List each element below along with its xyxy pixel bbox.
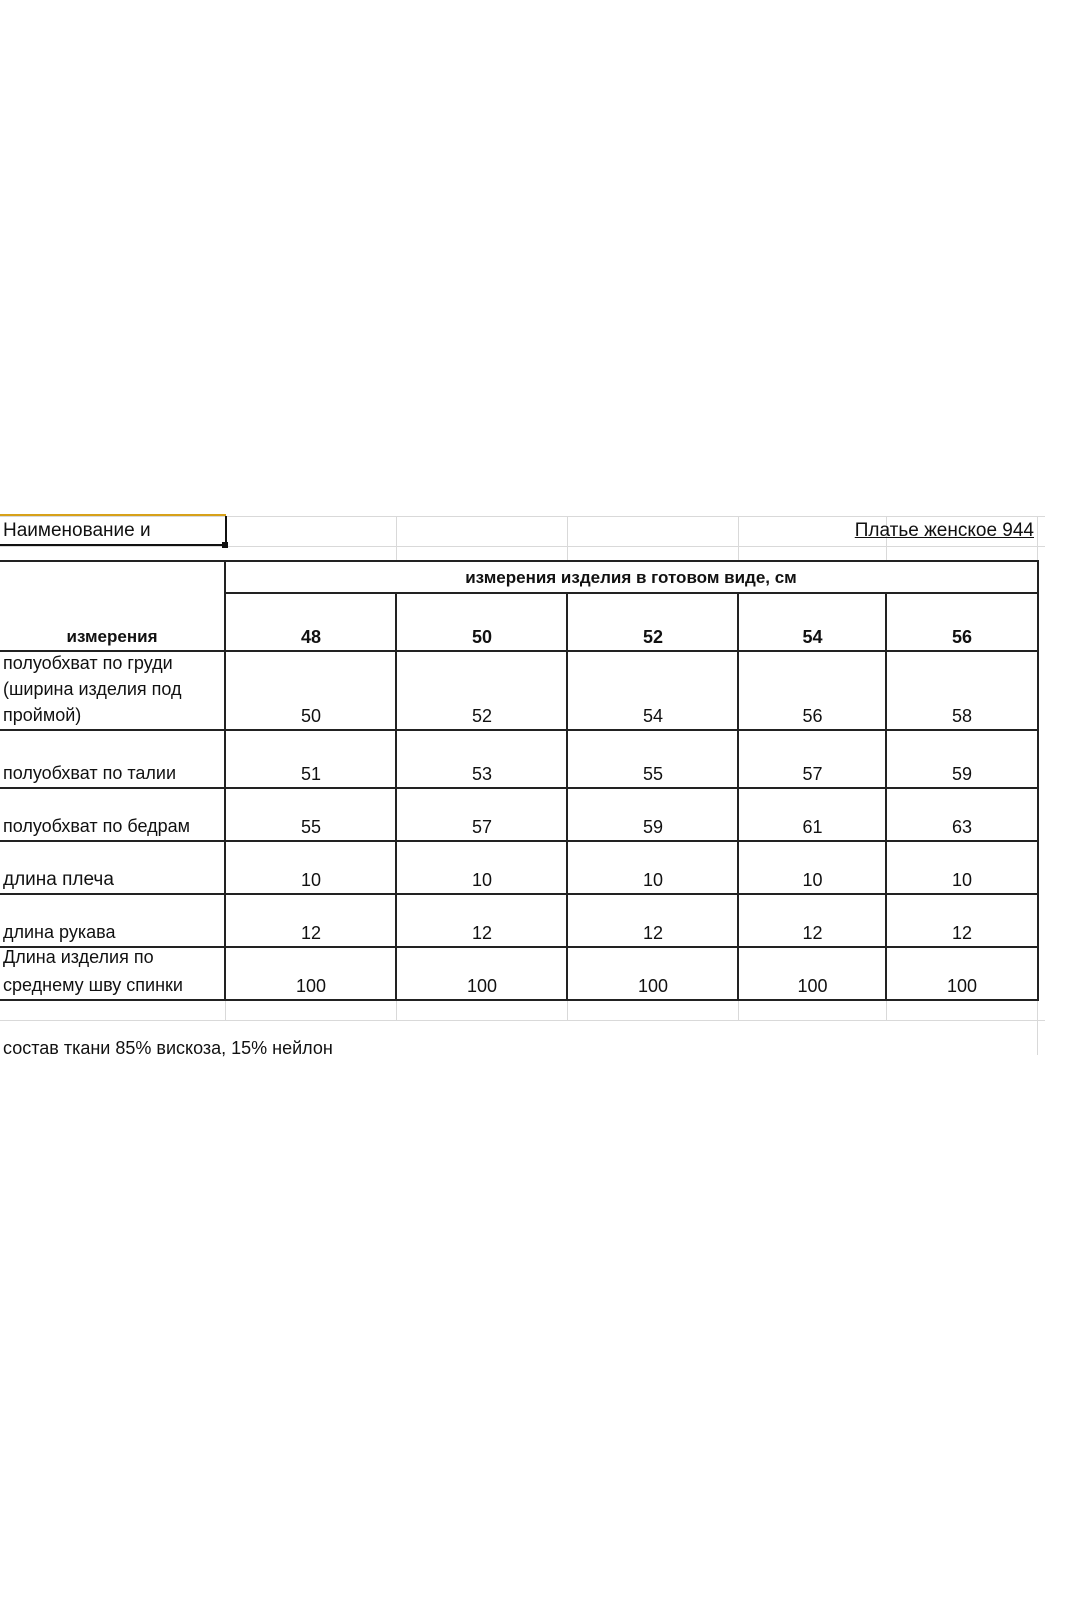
table-cell: 12: [471, 923, 493, 943]
gridline: [0, 1020, 1045, 1021]
gridline: [1037, 1000, 1038, 1055]
table-border: [0, 560, 1039, 562]
table-cell: 12: [951, 923, 973, 943]
table-border: [1037, 560, 1039, 1001]
row-label: длина рукава: [3, 922, 116, 942]
row-label: (ширина изделия под: [3, 679, 182, 699]
row-label: полуобхват по талии: [3, 763, 177, 783]
group-header: измерения изделия в готовом виде, см: [465, 568, 797, 587]
table-cell: 10: [642, 870, 664, 890]
table-cell: 57: [471, 817, 493, 837]
table-cell: 56: [802, 706, 823, 726]
table-cell: 10: [471, 870, 493, 890]
row-header: измерения: [66, 627, 158, 646]
size-header: 54: [802, 627, 823, 647]
table-border: [0, 729, 1039, 731]
gridline: [0, 546, 1045, 547]
table-cell: 100: [637, 976, 669, 996]
table-cell: 63: [951, 817, 973, 837]
size-header: 48: [300, 627, 322, 647]
table-border: [0, 840, 1039, 842]
table-cell: 55: [642, 764, 664, 784]
table-cell: 10: [802, 870, 823, 890]
table-cell: 52: [471, 706, 493, 726]
table-cell: 57: [802, 764, 823, 784]
table-cell: 50: [300, 706, 322, 726]
gridline: [1037, 516, 1038, 560]
fabric-note: состав ткани 85% вискоза, 15% нейлон: [3, 1038, 333, 1058]
table-cell: 12: [802, 923, 823, 943]
table-cell: 61: [802, 817, 823, 837]
gridline: [567, 516, 568, 560]
product-name-label[interactable]: Наименование и: [3, 520, 151, 541]
fill-handle[interactable]: [222, 542, 228, 548]
table-cell: 54: [642, 706, 664, 726]
table-cell: 10: [300, 870, 322, 890]
size-header: 52: [642, 627, 664, 647]
table-cell: 55: [300, 817, 322, 837]
gridline: [567, 1000, 568, 1020]
gridline: [396, 1000, 397, 1020]
product-name-value[interactable]: Платье женское 944: [854, 520, 1034, 541]
table-cell: 58: [951, 706, 973, 726]
row-label: длина плеча: [3, 869, 114, 890]
table-border: [0, 893, 1039, 895]
table-cell: 59: [642, 817, 664, 837]
row-label: среднему шву спинки: [3, 975, 183, 995]
table-cell: 53: [471, 764, 493, 784]
row-label: полуобхват по груди: [3, 653, 173, 673]
gridline: [738, 516, 739, 560]
table-cell: 100: [295, 976, 327, 996]
gridline: [886, 1000, 887, 1020]
table-cell: 100: [466, 976, 498, 996]
row-label: Длина изделия по: [3, 947, 154, 967]
table-cell: 12: [300, 923, 322, 943]
table-border: [0, 999, 1039, 1001]
table-cell: 10: [951, 870, 973, 890]
table-border: [225, 592, 1039, 594]
table-cell: 12: [642, 923, 664, 943]
gridline: [225, 1000, 226, 1020]
table-cell: 51: [300, 764, 322, 784]
table-cell: 100: [946, 976, 978, 996]
table-border: [0, 787, 1039, 789]
row-label: полуобхват по бедрам: [3, 816, 190, 836]
gridline: [738, 1000, 739, 1020]
size-header: 56: [951, 627, 973, 647]
row-label: проймой): [3, 705, 82, 725]
gridline: [396, 516, 397, 560]
table-border: [0, 946, 1039, 948]
table-cell: 59: [951, 764, 973, 784]
size-header: 50: [471, 627, 493, 647]
table-cell: 100: [797, 976, 828, 996]
